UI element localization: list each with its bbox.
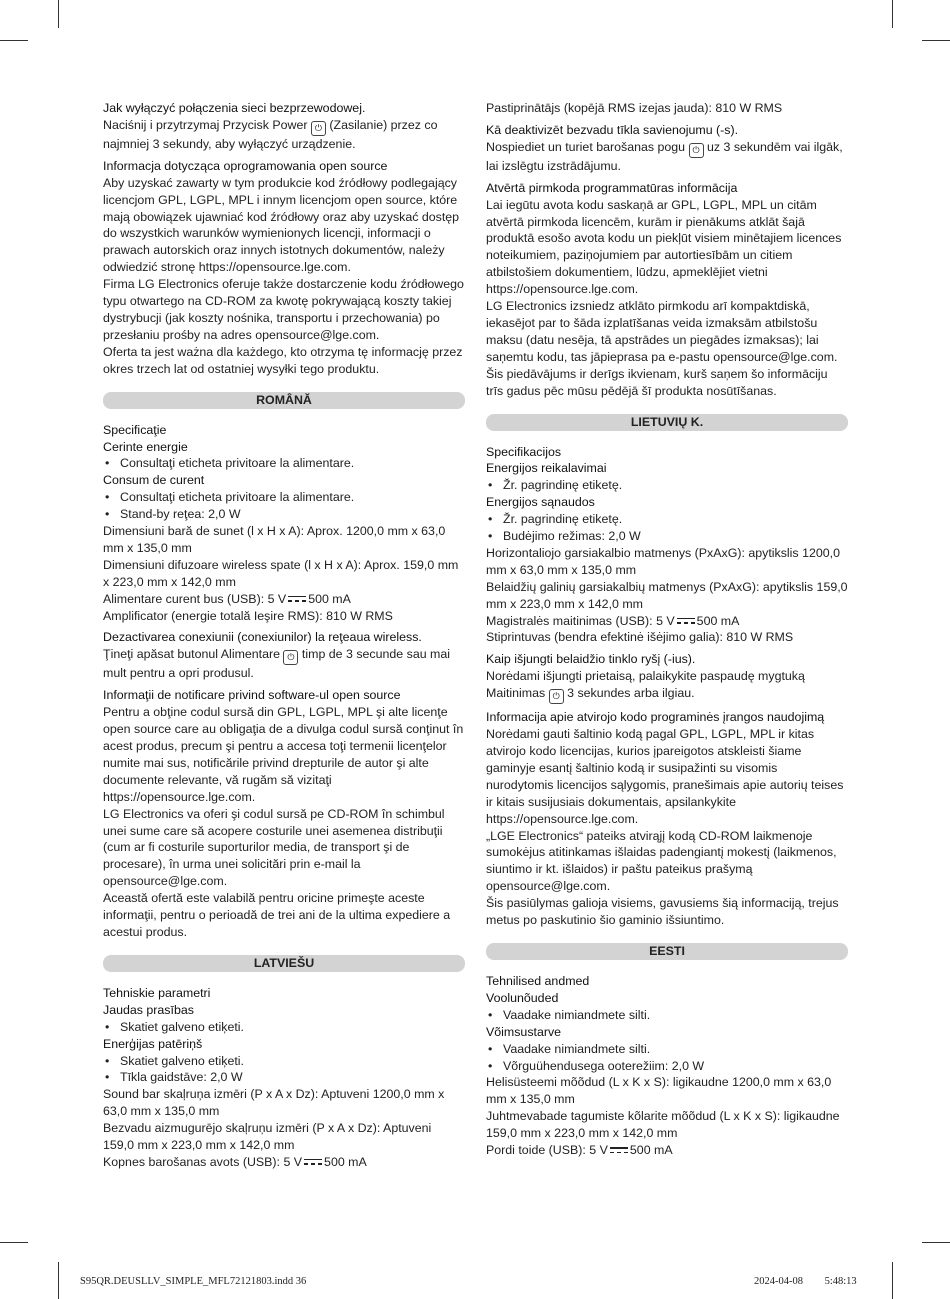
et-section bbox=[486, 943, 848, 1159]
lv-os-title: Atvērtā pirmkoda programmatūras informācija bbox=[486, 180, 738, 195]
ro-os-cd: LG Electronics va oferi şi codul sursă pe CD-ROM în schimbul unei sume care să acopere costurile unei asemenea distribuţii (cum ar fi costurile suporturilor media, de transport şi de procesare), în urma unei solicitări prin e-mail la opensource@lge.com. bbox=[103, 806, 445, 889]
footer-timestamp: 2024-04-08 ￿￿ 5:48:13 bbox=[754, 1276, 857, 1287]
et-consum-bullet: • Vaadake nimiandmete silti. bbox=[486, 1041, 848, 1058]
ro-amp: Amplificator (energie totală Ieşire RMS): 810 W RMS bbox=[103, 608, 393, 623]
lt-os-body: Norėdami gauti šaltinio kodą pagal GPL, LGPL, MPL ir kitas atvirojo kodo licencijas, kurios įpareigotos atskleisti šiame gaminyje esantį šaltinio kodą ir susipažinti su visomis nurodytomis licencijos sąlygomis, pranešimais apie autorių teises ir kitais susijusiais dokumentais, apsilankykite https://opensource.lge.com. bbox=[486, 727, 844, 826]
pl-os-cd: Firma LG Electronics oferuje także dostarczenie kodu źródłowego typu otwartego na CD-ROM za kwotę pokrywającą koszty takiej dystrybucji (jak koszty nośnika, transportu i przechowania) po przesłaniu prośby na adres opensource@lge.com. bbox=[103, 277, 464, 342]
ro-dim-bar: Dimensiuni bară de sunet (l x H x A): Aprox. 1200,0 mm x 63,0 mm x 135,0 mm bbox=[103, 524, 446, 555]
left-column bbox=[103, 100, 465, 1171]
lv-os-cd: LG Electronics izsniedz atklāto pirmkodu arī kompaktdiskā, iekasējot par to šāda izplatīšanas veida izmaksām atbilstošu maksu (datu nesēja, tā apstrādes un piegādes izmaksas); lai saņemtu kodu, tas jāpieprasa pa e-pastu opensource@lge.com. bbox=[486, 299, 838, 364]
pl-wireless-text: Naciśnij i przytrzymaj Przycisk Power ⏻ (Zasilanie) przez co najmniej 3 sekundy, aby wyłączyć urządzenie. bbox=[103, 117, 438, 151]
lv-banner: LATVIEŠU bbox=[103, 955, 465, 972]
lv-power-req: Jaudas prasības bbox=[103, 1002, 194, 1017]
dc-symbol-icon bbox=[288, 596, 306, 602]
power-icon: ⏻ bbox=[311, 121, 326, 136]
ro-dim-speaker: Dimensiuni difuzoare wireless spate (l x H x A): Aprox. 159,0 mm x 223,0 mm x 142,0 mm bbox=[103, 557, 459, 589]
crop-mark bbox=[0, 40, 28, 41]
ro-section bbox=[103, 392, 465, 941]
lt-wireless-title: Kaip išjungti belaidžio tinklo ryšį (-ius). bbox=[486, 652, 696, 667]
lv-consum: Enerģijas patēriņš bbox=[103, 1036, 203, 1051]
pl-section bbox=[103, 100, 465, 378]
lt-banner: LIETUVIŲ K. bbox=[486, 414, 848, 431]
ro-bus-power: Alimentare curent bus (USB): 5 V 500 mA bbox=[103, 591, 351, 606]
lt-consum: Energijos sąnaudos bbox=[486, 495, 595, 510]
right-column bbox=[486, 100, 848, 1159]
lt-bus-power: Magistralės maitinimas (USB): 5 V 500 mA bbox=[486, 613, 740, 628]
lt-os-cd: „LGE Electronics“ pateiks atvirąjį kodą CD-ROM laikmenoje sumokėjus atitinkamas išlaidas padengiantį mokestį (laikmenos, siuntimo ir kt. išlaidos) ir paštu pateikus prašymą opensource@lge.com. bbox=[486, 828, 837, 894]
crop-mark bbox=[922, 1242, 950, 1243]
lv-bus-power: Kopnes barošanas avots (USB): 5 V 500 mA bbox=[103, 1154, 367, 1169]
crop-mark bbox=[892, 0, 893, 28]
et-dim-bar: Helisüsteemi mõõdud (L x K x S): ligikaudne 1200,0 mm x 63,0 mm x 135,0 mm bbox=[486, 1075, 832, 1107]
crop-mark bbox=[58, 0, 59, 28]
lt-dim-speaker: Belaidžių galinių garsiakalbių matmenys (PxAxG): apytikslis 159,0 mm x 223,0 mm x 142,0 mm bbox=[486, 579, 848, 611]
lv-consum-bullet: • Tīkla gaidstāve: 2,0 W bbox=[103, 1069, 465, 1086]
power-icon: ⏻ bbox=[549, 689, 564, 704]
ro-banner: ROMÂNĂ bbox=[103, 392, 465, 409]
power-icon: ⏻ bbox=[689, 143, 704, 158]
dc-symbol-icon bbox=[304, 1159, 322, 1165]
lv-section bbox=[103, 955, 465, 1171]
lt-wireless-text: Norėdami išjungti prietaisą, palaikykite paspaudę mygtuką Maitinimas ⏻ 3 sekundes arba ilgiau. bbox=[486, 668, 848, 704]
crop-mark bbox=[58, 1262, 59, 1299]
lt-power-req: Energijos reikalavimai bbox=[486, 461, 607, 476]
lv-power-label: barošanas pogu bbox=[596, 139, 686, 154]
power-icon: ⏻ bbox=[283, 650, 298, 665]
lt-section bbox=[486, 414, 848, 929]
lv-amp: Pastiprinātājs (kopējā RMS izejas jauda): 810 W RMS bbox=[486, 101, 783, 115]
et-power-req-bullet: • Vaadake nimiandmete silti. bbox=[486, 1007, 848, 1024]
ro-power-label: Alimentare bbox=[220, 647, 281, 662]
lv-os-body: Lai iegūtu avota kodu saskaņā ar GPL, LGPL, MPL un citām atvērtā pirmkoda licencēm, kurām ir pienākums atklāt šajā produktā esošo avota kodu un piekļūt visiem minētajiem licences noteikumiem, paziņojumiem par autortiesībām un citiem atbilstošiem dokumentiem, lūdzu, apmeklējiet vietni https://opensource.lge.com. bbox=[486, 197, 842, 297]
pl-power-label: Power bbox=[272, 117, 308, 132]
et-consum: Võimsustarve bbox=[486, 1024, 562, 1039]
lv-os-offer: Šis piedāvājums ir derīgs ikvienam, kurš saņem šo informāciju trīs gadus pēc mūsu pēdējā šī produkta nosūtīšanas. bbox=[486, 366, 828, 398]
ro-os-body: Pentru a obţine codul sursă din GPL, LGPL, MPL şi alte licenţe open source care au obligaţia de a divulga codul sursă conţinut în acest produs, precum şi pentru a accesa toţi termenii licenţelor numite mai sus, notificările privind drepturile de autor şi alte documente relevante, vă rugăm să vizitaţi https://opensource.lge.com. bbox=[103, 705, 464, 804]
lt-consum-bullet: • Žr. pagrindinę etiketę. bbox=[486, 511, 848, 528]
lv-spec-title: Tehniskie parametri bbox=[103, 985, 211, 1000]
pl-wireless-title: Jak wyłączyć połączenia sieci bezprzewodowej. bbox=[103, 101, 366, 115]
dc-symbol-icon bbox=[610, 1147, 628, 1153]
dc-symbol-icon bbox=[677, 618, 695, 624]
lv-dim-bar: Sound bar skaļruņa izmēri (P x A x Dz): Aptuveni 1200,0 mm x 63,0 mm x 135,0 mm bbox=[103, 1087, 445, 1119]
ro-os-offer: Această ofertă este valabilă pentru oricine primeşte aceste informaţii, pentru o perioadă de trei ani de la ultima expediere a acestui produs. bbox=[103, 891, 451, 939]
pl-os-body: Aby uzyskać zawarty w tym produkcie kod źródłowy podlegający licencjom GPL, LGPL, MPL i innym licencjom open source, które mają obowiązek ujawniać kod źródłowy oraz aby uzyskać dostęp do wszystkich warunków wymienionych licencji, informacji o prawach autorskich oraz innych istotnych dokumentów, należy odwiedzić stronę https://opensource.lge.com. bbox=[103, 175, 460, 275]
lt-os-offer: Šis pasiūlymas galioja visiems, gavusiems šią informaciją, trejus metus po paskutinio šio gaminio išsiuntimo. bbox=[486, 896, 839, 928]
et-consum-bullet: • Võrguühendusega ooterežiim: 2,0 W bbox=[486, 1058, 848, 1075]
ro-consum: Consum de curent bbox=[103, 473, 205, 488]
ro-power-req-bullet: • Consultaţi eticheta privitoare la alimentare. bbox=[103, 455, 465, 472]
lt-os-title: Informacija apie atvirojo kodo programinės įrangos naudojimą bbox=[486, 710, 825, 725]
lt-dim-bar: Horizontaliojo garsiakalbio matmenys (PxAxG): apytikslis 1200,0 mm x 63,0 mm x 135,0 mm bbox=[486, 545, 840, 577]
ro-os-title: Informaţii de notificare privind software-ul open source bbox=[103, 688, 401, 703]
lt-power-label: Maitinimas bbox=[486, 686, 546, 701]
lt-amp: Stiprintuvas (bendra efektinė išėjimo galia): 810 W RMS bbox=[486, 630, 794, 645]
lv-consum-bullet: • Skatiet galveno etiķeti. bbox=[103, 1053, 465, 1070]
lv-power-req-bullet: • Skatiet galveno etiķeti. bbox=[103, 1019, 465, 1036]
et-power-req: Voolunõuded bbox=[486, 990, 559, 1005]
footer-file-name: S95QR.DEUSLLV_SIMPLE_MFL72121803.indd 36 bbox=[80, 1276, 307, 1287]
crop-mark bbox=[892, 1262, 893, 1299]
lt-spec-title: Specifikacijos bbox=[486, 444, 562, 459]
ro-consum-bullet: • Stand-by reţea: 2,0 W bbox=[103, 506, 465, 523]
ro-spec-title: Specificaţie bbox=[103, 422, 167, 437]
lv-dim-speaker: Bezvadu aizmugurējo skaļruņu izmēri (P x A x Dz): Aptuveni 159,0 mm x 223,0 mm x 142,0 mm bbox=[103, 1121, 432, 1153]
et-banner: EESTI bbox=[486, 943, 848, 960]
et-bus-power: Pordi toide (USB): 5 V 500 mA bbox=[486, 1143, 673, 1158]
lv-wireless-text: Nospiediet un turiet barošanas pogu ⏻ uz 3 sekundēm vai ilgāk, lai izslēgtu izstrādājumu. bbox=[486, 139, 843, 173]
lv-section-cont bbox=[486, 100, 848, 400]
lt-consum-bullet: • Budėjimo režimas: 2,0 W bbox=[486, 528, 848, 545]
crop-mark bbox=[922, 40, 950, 41]
et-dim-speaker: Juhtmevabade tagumiste kõlarite mõõdud (L x K x S): ligikaudne 159,0 mm x 223,0 mm x 142,0 mm bbox=[486, 1109, 840, 1141]
lv-wireless-title: Kā deaktivizēt bezvadu tīkla savienojumu (-s). bbox=[486, 122, 739, 137]
ro-consum-bullet: • Consultaţi eticheta privitoare la alimentare. bbox=[103, 489, 465, 506]
et-spec-title: Tehnilised andmed bbox=[486, 973, 590, 988]
crop-mark bbox=[0, 1242, 28, 1243]
ro-wireless-title: Dezactivarea conexiunii (conexiunilor) la reţeaua wireless. bbox=[103, 630, 422, 645]
lt-power-req-bullet: • Žr. pagrindinę etiketę. bbox=[486, 477, 848, 494]
pl-os-title: Informacja dotycząca oprogramowania open source bbox=[103, 158, 388, 173]
ro-wireless-text: Ţineţi apăsat butonul Alimentare ⏻ timp de 3 secunde sau mai mult pentru a opri produsul. bbox=[103, 647, 451, 681]
pl-os-offer: Oferta ta jest ważna dla każdego, kto otrzyma tę informację przez okres trzech lat od ostatniej wysyłki tego produktu. bbox=[103, 344, 463, 376]
ro-power-req: Cerinte energie bbox=[103, 439, 188, 454]
